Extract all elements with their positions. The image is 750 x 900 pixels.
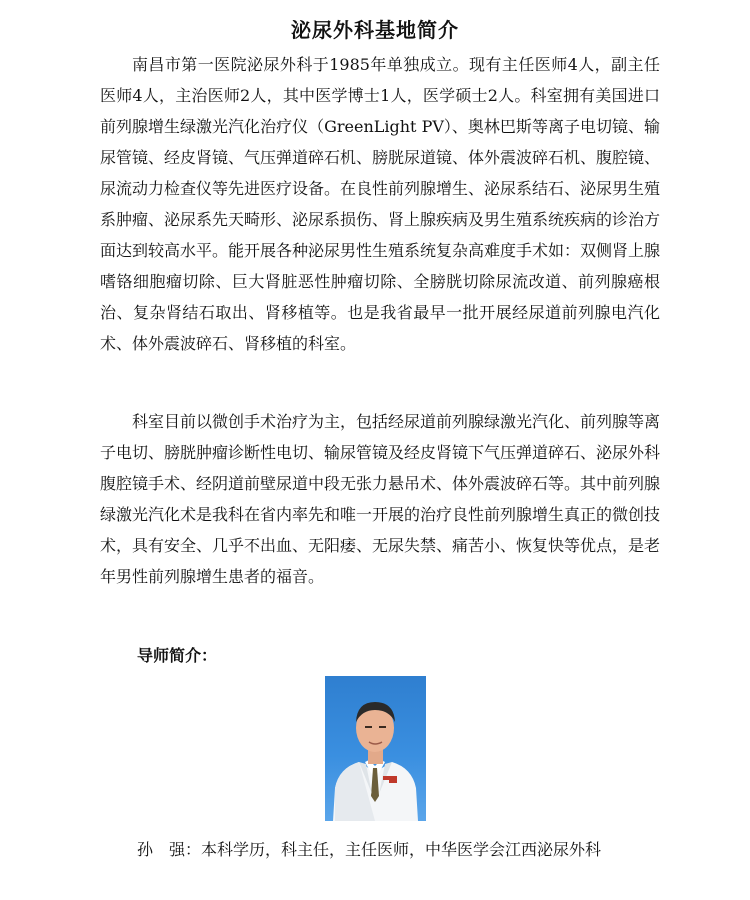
mentor-heading: 导师简介：	[137, 646, 218, 665]
mentor-bio-line	[137, 838, 601, 862]
portrait-illustration	[325, 676, 426, 821]
mentor-bio-text: 本科学历，科主任，主任医师，中华医学会江西泌尿外科	[201, 840, 602, 859]
page-title: 泌尿外科基地简介	[291, 18, 459, 42]
treatment-paragraph: 科室目前以微创手术治疗为主，包括经尿道前列腺绿激光汽化、前列腺等离子电切、膀胱肿瘤诊断性电切、输尿管镜及经皮肾镜下气压弹道碎石、泌尿外科腹腔镜手术、经阴道前壁尿道中段无张力悬吊术、体外震波碎石等。其中前列腺绿激光汽化术是我科在省内率先和唯一开展的治疗良性前列腺增生真正的微创技术，具有安全、几乎不出血、无阳痿、无尿失禁、痛苦小、恢复快等优点，是老年男性前列腺增生患者的福音。	[100, 412, 661, 586]
mentor-name: 孙 强：	[137, 840, 202, 859]
mentor-portrait-photo	[325, 676, 426, 821]
intro-paragraph: 南昌市第一医院泌尿外科于1985年单独成立。现有主任医师4人，副主任医师4人，主治医师2人，其中医学博士1人，医学硕士2人。科室拥有美国进口前列腺增生绿激光汽化治疗仪（GreenLight PV）、奥林巴斯等离子电切镜、输尿管镜、经皮肾镜、气压弹道碎石机、膀胱尿道镜、体外震波碎石机、腹腔镜、尿流动力检查仪等先进医疗设备。在良性前列腺增生、泌尿系结石、泌尿男生殖系肿瘤、泌尿系先天畸形、泌尿系损伤、肾上腺疾病及男生殖系统疾病的诊治方面达到较高水平。能开展各种泌尿男性生殖系统复杂高难度手术如：双侧肾上腺嗜铬细胞瘤切除、巨大肾脏恶性肿瘤切除、全膀胱切除尿流改道、前列腺癌根治、复杂肾结石取出、肾移植等。也是我省最早一批开展经尿道前列腺电汽化术、体外震波碎石、肾移植的科室。	[100, 55, 661, 353]
